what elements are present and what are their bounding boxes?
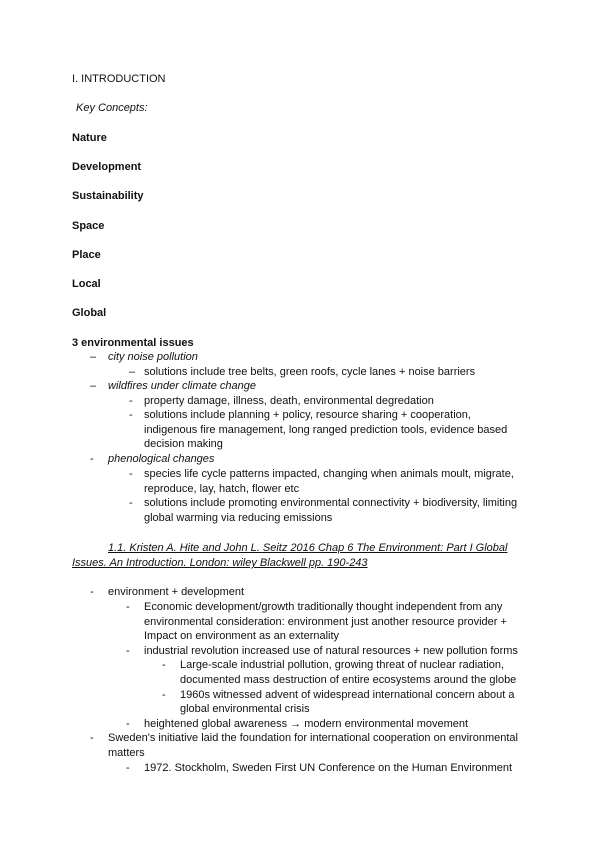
reference-line: 1.1. Kristen A. Hite and John L. Seitz 2016 Chap 6 The Environment: Part I Global — [108, 542, 508, 554]
issue-point-line: solutions include planning + policy, resource sharing + cooperation, — [144, 409, 471, 421]
note-line: Impact on environment as an externality — [144, 630, 340, 642]
dash-marker: - — [90, 732, 94, 744]
note-line: Sweden's initiative laid the foundation for international cooperation on environmental — [108, 732, 518, 744]
dash-marker: - — [90, 453, 94, 465]
dash-marker: - — [129, 497, 133, 509]
dash-marker: - — [90, 586, 94, 598]
key-concepts-label: Key Concepts: — [76, 102, 148, 114]
reference-line: Issues. An Introduction. London: wiley Blackwell pp. 190-243 — [72, 557, 368, 569]
concept-sustainability: Sustainability — [72, 190, 144, 202]
issue-point-line: reproduce, lay, hatch, flower etc — [144, 483, 300, 495]
dash-marker: - — [162, 659, 166, 671]
issue-point-line: indigenous fire management, long ranged prediction tools, evidence based — [144, 424, 508, 436]
dash-marker: - — [126, 645, 130, 657]
note-line: industrial revolution increased use of natural resources + new pollution forms — [144, 645, 518, 657]
note-line: global environmental crisis — [180, 703, 310, 715]
note-line: Large-scale industrial pollution, growing threat of nuclear radiation, — [180, 659, 505, 671]
note-line: environment + development — [108, 586, 245, 598]
dash-marker: – — [90, 380, 97, 392]
note-line: matters — [108, 747, 145, 759]
note-line: Economic development/growth traditionally thought independent from any — [144, 601, 503, 613]
dash-marker: - — [129, 468, 133, 480]
issue-title: city noise pollution — [108, 351, 198, 363]
dash-marker: - — [126, 718, 130, 730]
issues-heading: 3 environmental issues — [72, 337, 194, 349]
issue-point-line: decision making — [144, 438, 223, 450]
dash-marker: - — [126, 762, 130, 774]
concept-place: Place — [72, 249, 101, 261]
dash-marker: – — [90, 351, 97, 363]
issue-point-line: species life cycle patterns impacted, changing when animals moult, migrate, — [144, 468, 514, 480]
issue-point-line: solutions include promoting environmental connectivity + biodiversity, limiting — [144, 497, 518, 509]
section-heading: I. INTRODUCTION — [72, 73, 166, 85]
note-line: environmental consideration: environment just another resource provider + — [144, 616, 507, 628]
note-line: 1960s witnessed advent of widespread international concern about a — [180, 689, 515, 701]
issue-point-line: property damage, illness, death, environmental degredation — [144, 395, 434, 407]
issue-point-line: solutions include tree belts, green roofs, cycle lanes + noise barriers — [144, 366, 476, 378]
dash-marker: - — [162, 689, 166, 701]
concept-local: Local — [72, 278, 101, 290]
issue-title: wildfires under climate change — [108, 380, 256, 392]
dash-marker: - — [129, 409, 133, 421]
note-line: documented mass destruction of entire ecosystems around the globe — [180, 674, 517, 686]
note-line: heightened global awareness → modern environmental movement — [144, 718, 469, 730]
concept-nature: Nature — [72, 132, 107, 144]
note-line: 1972. Stockholm, Sweden First UN Conference on the Human Environment — [144, 762, 513, 774]
concept-global: Global — [72, 307, 107, 319]
concept-development: Development — [72, 161, 142, 173]
concept-space: Space — [72, 220, 105, 232]
issue-title: phenological changes — [108, 453, 215, 465]
issue-point-line: global warming via reducing emissions — [144, 512, 333, 524]
dash-marker: - — [129, 395, 133, 407]
dash-marker: - — [126, 601, 130, 613]
dash-marker: – — [129, 366, 136, 378]
